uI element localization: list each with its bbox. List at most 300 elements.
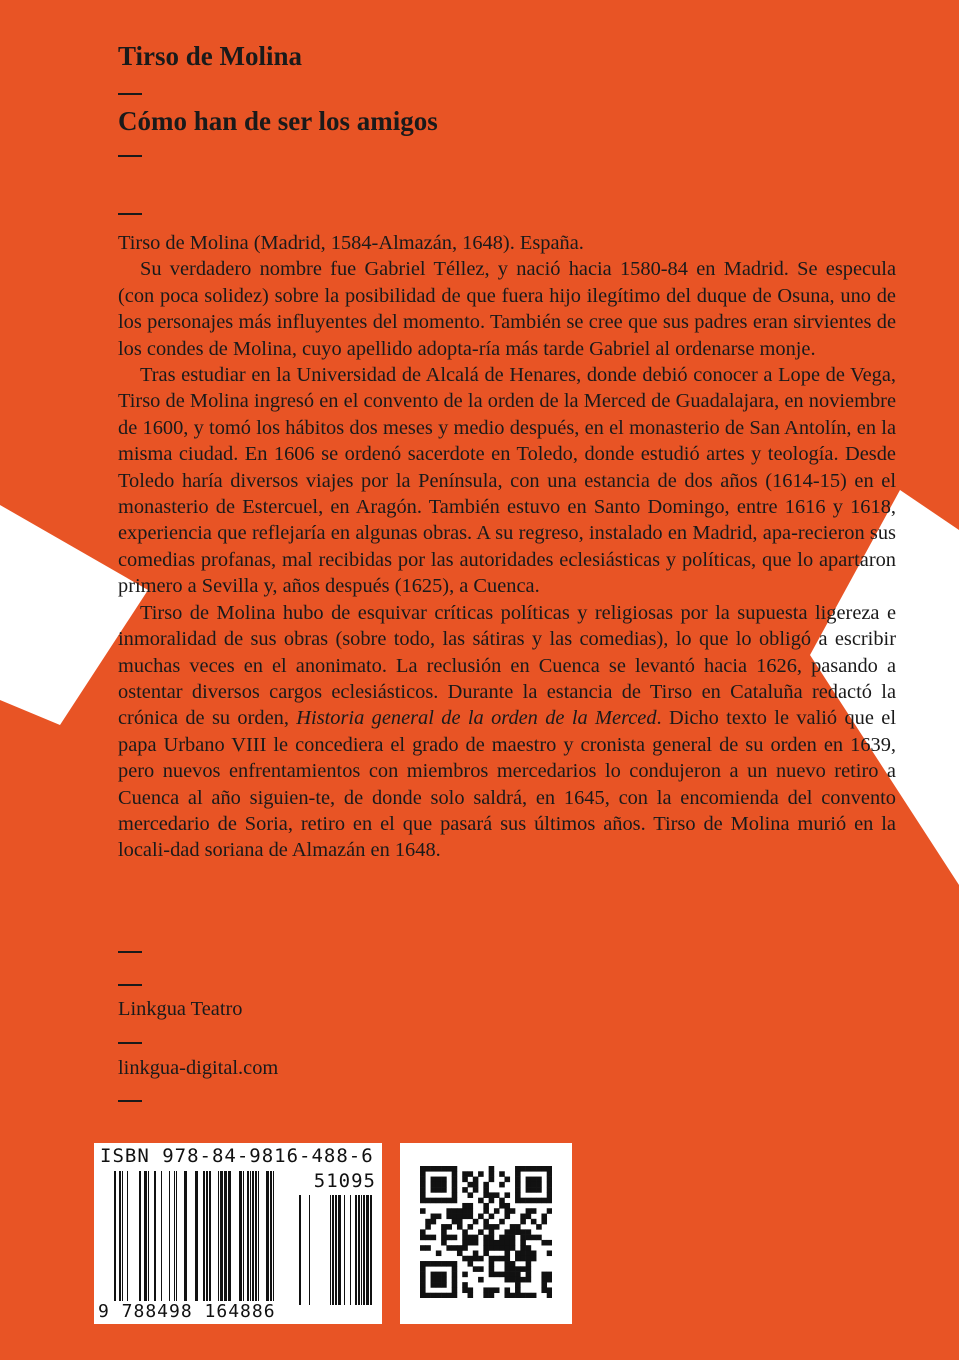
qr-module xyxy=(536,1182,542,1188)
qr-code-icon xyxy=(400,1143,572,1324)
qr-module xyxy=(483,1187,489,1193)
qr-module xyxy=(520,1256,526,1262)
qr-module xyxy=(483,1182,489,1188)
qr-module xyxy=(526,1266,532,1272)
qr-module xyxy=(468,1214,474,1220)
qr-module xyxy=(441,1240,447,1246)
barcode-bar xyxy=(273,1171,274,1301)
qr-module xyxy=(468,1171,474,1177)
qr-module xyxy=(420,1198,426,1204)
barcode-bar xyxy=(270,1171,272,1301)
qr-module xyxy=(489,1198,495,1204)
qr-module xyxy=(473,1266,479,1272)
qr-module xyxy=(547,1287,552,1293)
qr-module xyxy=(483,1219,489,1225)
qr-module xyxy=(531,1293,537,1298)
qr-module xyxy=(436,1198,442,1204)
qr-module xyxy=(468,1287,474,1293)
qr-module xyxy=(547,1240,552,1246)
qr-module xyxy=(504,1256,510,1262)
qr-module xyxy=(420,1171,426,1177)
qr-module xyxy=(436,1282,442,1288)
qr-module xyxy=(494,1287,500,1293)
barcode-bar xyxy=(363,1195,365,1305)
qr-module xyxy=(504,1203,510,1209)
qr-module xyxy=(452,1245,458,1251)
qr-module xyxy=(547,1166,552,1172)
qr-module xyxy=(510,1224,516,1230)
qr-module xyxy=(478,1266,484,1272)
qr-module xyxy=(457,1219,463,1225)
qr-module xyxy=(504,1261,510,1267)
qr-module xyxy=(536,1235,542,1241)
barcode-bar xyxy=(174,1171,175,1301)
ean-number: 9 788498 164886 xyxy=(98,1301,276,1322)
barcode-bar xyxy=(255,1171,257,1301)
qr-module xyxy=(420,1208,426,1214)
qr-module xyxy=(520,1277,526,1283)
qr-module xyxy=(462,1282,468,1288)
qr-module xyxy=(510,1277,516,1283)
divider xyxy=(118,155,142,157)
barcode-bar xyxy=(250,1171,251,1301)
qr-module xyxy=(468,1256,474,1262)
qr-module xyxy=(457,1245,463,1251)
website-link[interactable]: linkgua-digital.com xyxy=(118,1057,279,1079)
barcode-bar xyxy=(258,1171,259,1301)
qr-module xyxy=(457,1214,463,1220)
qr-module xyxy=(441,1229,447,1235)
qr-module xyxy=(531,1187,537,1193)
qr-module xyxy=(441,1235,447,1241)
qr-module xyxy=(526,1229,532,1235)
qr-module xyxy=(483,1224,489,1230)
qr-module xyxy=(489,1272,495,1278)
qr-module xyxy=(446,1208,452,1214)
qr-module xyxy=(499,1182,505,1188)
qr-module xyxy=(436,1187,442,1193)
qr-module xyxy=(420,1187,426,1193)
qr-module xyxy=(494,1224,500,1230)
qr-module xyxy=(452,1272,458,1278)
qr-module xyxy=(489,1235,495,1241)
bio-text: . Dicho texto le valió que el papa Urbano VIII le concediera el grado de maestro y cronista general de su orden en 1639, pero nuevos enfrentamientos con miembros mercedarios lo condujeron a un nuevo retiro a Cuenca al año siguien-te, de donde solo saldrá, en 1645, con la encomienda del convento mercedario de Soria, retiro en el que pasará sus últimos años. Tirso de Molina murió en la locali-dad soriana de Almazán en 1648. xyxy=(118,707,896,862)
qr-module xyxy=(515,1229,521,1235)
qr-module xyxy=(483,1245,489,1251)
qr-module xyxy=(510,1293,516,1298)
isbn-label: ISBN 978-84-9816-488-6 xyxy=(100,1145,374,1167)
qr-module xyxy=(489,1177,495,1183)
qr-module xyxy=(536,1187,542,1193)
qr-module xyxy=(420,1166,426,1172)
qr-module xyxy=(462,1208,468,1214)
divider xyxy=(118,1042,142,1044)
qr-module xyxy=(510,1229,516,1235)
qr-module xyxy=(547,1187,552,1193)
qr-module xyxy=(441,1166,447,1172)
barcode-bar xyxy=(224,1171,227,1301)
qr-module xyxy=(431,1214,437,1220)
qr-module xyxy=(531,1235,537,1241)
qr-module xyxy=(510,1272,516,1278)
qr-module xyxy=(436,1182,442,1188)
qr-module xyxy=(431,1261,437,1267)
qr-module xyxy=(531,1177,537,1183)
qr-module xyxy=(441,1198,447,1204)
barcode-bar xyxy=(119,1171,121,1301)
qr-module xyxy=(420,1277,426,1283)
qr-module xyxy=(526,1208,532,1214)
qr-module xyxy=(452,1171,458,1177)
qr-module xyxy=(489,1214,495,1220)
barcode-bar xyxy=(195,1171,198,1301)
barcode-bar xyxy=(247,1171,249,1301)
qr-module xyxy=(547,1192,552,1198)
barcode-bar xyxy=(169,1171,170,1301)
qr-module xyxy=(452,1198,458,1204)
qr-module xyxy=(420,1272,426,1278)
qr-module xyxy=(531,1198,537,1204)
qr-module xyxy=(436,1293,442,1298)
qr-module xyxy=(536,1198,542,1204)
qr-module xyxy=(526,1272,532,1278)
qr-module xyxy=(457,1224,463,1230)
qr-module xyxy=(457,1208,463,1214)
qr-module xyxy=(489,1224,495,1230)
qr-module xyxy=(441,1261,447,1267)
qr-module xyxy=(504,1293,510,1298)
qr-module xyxy=(526,1277,532,1283)
barcode-bar xyxy=(176,1171,177,1301)
qr-module xyxy=(436,1177,442,1183)
qr-module xyxy=(510,1208,516,1214)
qr-module xyxy=(468,1293,474,1298)
qr-module xyxy=(462,1272,468,1278)
barcode-bar xyxy=(206,1171,208,1301)
isbn-barcode xyxy=(94,1143,382,1324)
barcode-bar xyxy=(161,1171,162,1301)
qr-module xyxy=(425,1219,431,1225)
qr-module xyxy=(547,1177,552,1183)
qr-module xyxy=(531,1208,537,1214)
publisher-name: Linkgua Teatro xyxy=(118,998,243,1020)
qr-module xyxy=(499,1171,505,1177)
qr-module xyxy=(468,1208,474,1214)
qr-module xyxy=(515,1272,521,1278)
qr-module xyxy=(510,1261,516,1267)
qr-module xyxy=(468,1261,474,1267)
qr-module xyxy=(425,1235,431,1241)
qr-module xyxy=(436,1261,442,1267)
qr-module xyxy=(541,1198,547,1204)
qr-module xyxy=(473,1182,479,1188)
qr-code-pattern xyxy=(420,1166,552,1298)
qr-module xyxy=(515,1293,521,1298)
qr-module xyxy=(473,1177,479,1183)
qr-module xyxy=(452,1277,458,1283)
qr-module xyxy=(452,1208,458,1214)
qr-module xyxy=(452,1187,458,1193)
qr-module xyxy=(515,1182,521,1188)
qr-module xyxy=(431,1177,437,1183)
qr-module xyxy=(520,1293,526,1298)
qr-module xyxy=(494,1192,500,1198)
qr-module xyxy=(441,1293,447,1298)
qr-module xyxy=(520,1166,526,1172)
divider xyxy=(118,93,142,95)
qr-module xyxy=(520,1250,526,1256)
qr-module xyxy=(483,1240,489,1246)
qr-module xyxy=(520,1266,526,1272)
barcode-bar xyxy=(358,1195,360,1305)
qr-module xyxy=(489,1287,495,1293)
qr-module xyxy=(473,1250,479,1256)
qr-module xyxy=(510,1240,516,1246)
barcode-bar xyxy=(184,1171,187,1301)
qr-module xyxy=(452,1266,458,1272)
qr-module xyxy=(452,1192,458,1198)
qr-module xyxy=(515,1198,521,1204)
barcode-bar xyxy=(154,1171,156,1301)
barcode-bar xyxy=(122,1171,123,1301)
qr-module xyxy=(515,1282,521,1288)
qr-module xyxy=(541,1240,547,1246)
qr-module xyxy=(483,1287,489,1293)
barcode-bar xyxy=(239,1171,242,1301)
qr-module xyxy=(462,1229,468,1235)
qr-module xyxy=(531,1182,537,1188)
qr-module xyxy=(504,1208,510,1214)
bio-paragraph: Su verdadero nombre fue Gabriel Téllez, y nació hacia 1580-84 en Madrid. Se especula (con poca solidez) sobre la posibilidad de que fuera hijo ilegítimo del duque de Osuna, uno de los personajes más influyentes del momento. También se cree que sus padres eran sirvientes de los condes de Molina, cuyo apellido adopta-ría más tarde Gabriel al ordenarse monje. xyxy=(118,258,896,360)
qr-module xyxy=(520,1229,526,1235)
qr-module xyxy=(483,1203,489,1209)
qr-module xyxy=(478,1277,484,1283)
qr-module xyxy=(541,1214,547,1220)
qr-module xyxy=(541,1272,547,1278)
qr-module xyxy=(531,1219,537,1225)
qr-module xyxy=(452,1166,458,1172)
qr-module xyxy=(520,1198,526,1204)
qr-module xyxy=(494,1256,500,1262)
qr-module xyxy=(441,1224,447,1230)
qr-module xyxy=(468,1240,474,1246)
qr-module xyxy=(441,1277,447,1283)
qr-module xyxy=(515,1171,521,1177)
divider xyxy=(118,984,142,986)
qr-module xyxy=(489,1266,495,1272)
qr-module xyxy=(446,1235,452,1241)
qr-module xyxy=(483,1192,489,1198)
qr-module xyxy=(441,1182,447,1188)
qr-module xyxy=(462,1177,468,1183)
qr-module xyxy=(478,1171,484,1177)
barcode-bar xyxy=(144,1171,147,1301)
qr-module xyxy=(441,1187,447,1193)
qr-module xyxy=(489,1171,495,1177)
qr-module xyxy=(489,1293,495,1298)
qr-module xyxy=(526,1250,532,1256)
qr-module xyxy=(446,1166,452,1172)
qr-module xyxy=(504,1192,510,1198)
qr-module xyxy=(531,1256,537,1262)
qr-module xyxy=(468,1192,474,1198)
qr-module xyxy=(462,1187,468,1193)
qr-module xyxy=(547,1272,552,1278)
barcode-bar xyxy=(203,1171,205,1301)
book-title: Cómo han de ser los amigos xyxy=(118,106,438,136)
qr-module xyxy=(504,1214,510,1220)
barcode-bar xyxy=(220,1171,223,1301)
qr-module xyxy=(436,1250,442,1256)
qr-module xyxy=(420,1261,426,1267)
qr-module xyxy=(473,1187,479,1193)
qr-module xyxy=(483,1208,489,1214)
qr-module xyxy=(520,1214,526,1220)
qr-module xyxy=(547,1293,552,1298)
qr-module xyxy=(462,1245,468,1251)
qr-module xyxy=(462,1240,468,1246)
qr-module xyxy=(425,1166,431,1172)
qr-module xyxy=(499,1256,505,1262)
author-biography xyxy=(118,230,896,864)
qr-module xyxy=(446,1214,452,1220)
book-reference: Historia general de la orden de la Merced xyxy=(296,707,657,730)
qr-module xyxy=(541,1287,547,1293)
barcode-bar xyxy=(299,1195,301,1305)
qr-module xyxy=(431,1272,437,1278)
qr-module xyxy=(420,1282,426,1288)
qr-module xyxy=(489,1240,495,1246)
barcode-addon-number: 51095 xyxy=(313,1170,376,1192)
qr-module xyxy=(547,1198,552,1204)
qr-module xyxy=(425,1261,431,1267)
qr-module xyxy=(431,1182,437,1188)
qr-module xyxy=(478,1214,484,1220)
qr-module xyxy=(520,1219,526,1225)
qr-module xyxy=(420,1266,426,1272)
qr-module xyxy=(547,1171,552,1177)
qr-module xyxy=(526,1187,532,1193)
qr-module xyxy=(494,1245,500,1251)
qr-module xyxy=(473,1235,479,1241)
qr-module xyxy=(515,1277,521,1283)
barcode-bar xyxy=(355,1195,357,1305)
qr-module xyxy=(494,1208,500,1214)
qr-module xyxy=(504,1229,510,1235)
qr-module xyxy=(541,1166,547,1172)
qr-module xyxy=(436,1214,442,1220)
qr-module xyxy=(504,1277,510,1283)
qr-module xyxy=(504,1287,510,1293)
qr-module xyxy=(452,1287,458,1293)
qr-module xyxy=(504,1245,510,1251)
qr-module xyxy=(526,1261,532,1267)
qr-module xyxy=(489,1261,495,1267)
qr-module xyxy=(536,1177,542,1183)
qr-module xyxy=(446,1224,452,1230)
qr-module xyxy=(452,1235,458,1241)
barcode-bar xyxy=(243,1171,244,1301)
qr-module xyxy=(547,1250,552,1256)
barcode-bar xyxy=(344,1195,345,1305)
qr-module xyxy=(478,1256,484,1262)
qr-module xyxy=(473,1240,479,1246)
qr-module xyxy=(425,1224,431,1230)
qr-module xyxy=(431,1187,437,1193)
qr-module xyxy=(499,1245,505,1251)
qr-module xyxy=(526,1214,532,1220)
qr-module xyxy=(536,1224,542,1230)
qr-module xyxy=(499,1272,505,1278)
qr-module xyxy=(510,1266,516,1272)
qr-module xyxy=(504,1266,510,1272)
qr-module xyxy=(468,1235,474,1241)
qr-module xyxy=(520,1235,526,1241)
barcode-bar xyxy=(361,1195,362,1305)
qr-module xyxy=(504,1177,510,1183)
qr-module xyxy=(494,1272,500,1278)
qr-module xyxy=(478,1229,484,1235)
qr-module xyxy=(420,1287,426,1293)
qr-module xyxy=(504,1272,510,1278)
qr-module xyxy=(489,1245,495,1251)
qr-module xyxy=(520,1240,526,1246)
divider xyxy=(118,1100,142,1102)
qr-module xyxy=(526,1198,532,1204)
qr-module xyxy=(452,1219,458,1225)
barcode-bar xyxy=(332,1195,334,1305)
qr-module xyxy=(446,1245,452,1251)
qr-module xyxy=(436,1277,442,1283)
qr-module xyxy=(420,1192,426,1198)
barcode-bar xyxy=(350,1195,351,1305)
bio-paragraph xyxy=(118,600,896,864)
qr-module xyxy=(483,1293,489,1298)
qr-module xyxy=(489,1229,495,1235)
qr-module xyxy=(441,1282,447,1288)
qr-module xyxy=(515,1266,521,1272)
barcode-bar xyxy=(335,1195,337,1305)
qr-module xyxy=(478,1198,484,1204)
qr-module xyxy=(526,1235,532,1241)
qr-module xyxy=(462,1171,468,1177)
qr-module xyxy=(473,1256,479,1262)
qr-module xyxy=(420,1182,426,1188)
qr-module xyxy=(499,1235,505,1241)
qr-module xyxy=(452,1177,458,1183)
qr-module xyxy=(446,1261,452,1267)
barcode-bar xyxy=(370,1195,372,1305)
qr-module xyxy=(541,1282,547,1288)
qr-module xyxy=(462,1235,468,1241)
qr-module xyxy=(468,1203,474,1209)
qr-module xyxy=(515,1166,521,1172)
qr-module xyxy=(420,1245,426,1251)
qr-module xyxy=(526,1182,532,1188)
qr-module xyxy=(536,1166,542,1172)
qr-module xyxy=(483,1250,489,1256)
qr-module xyxy=(499,1198,505,1204)
divider xyxy=(118,213,142,215)
barcode-bar xyxy=(309,1195,310,1305)
qr-module xyxy=(494,1240,500,1246)
qr-module xyxy=(526,1293,532,1298)
qr-module xyxy=(468,1224,474,1230)
qr-module xyxy=(526,1166,532,1172)
bio-paragraph: Tras estudiar en la Universidad de Alcalá de Henares, donde debió conocer a Lope de Vega, Tirso de Molina ingresó en el convento de la orden de la Merced de Guadalajara, en noviembre de 1600, y tomó los hábitos dos meses y medio después, en el monasterio de San Antolín, en la misma ciudad. En 1606 se ordenó sacerdote en Toledo, donde estudió artes y teología. Desde Toledo haría diversos viajes por la Península, con una estancia de dos años (1614-15) en el monasterio de Estercuel, en Aragón. También estuvo en Santo Domingo, entre 1616 y 1618, experiencia que reflejaría en algunas obras. A su regreso, instalado en Madrid, apa-recieron sus comedias profanas, mal recibidas por las autoridades eclesiásticas y políticas, que lo apartaron primero a Sevilla y, años después (1625), a Cuenca. xyxy=(118,364,896,598)
qr-module xyxy=(499,1203,505,1209)
barcode-bar xyxy=(330,1195,331,1305)
